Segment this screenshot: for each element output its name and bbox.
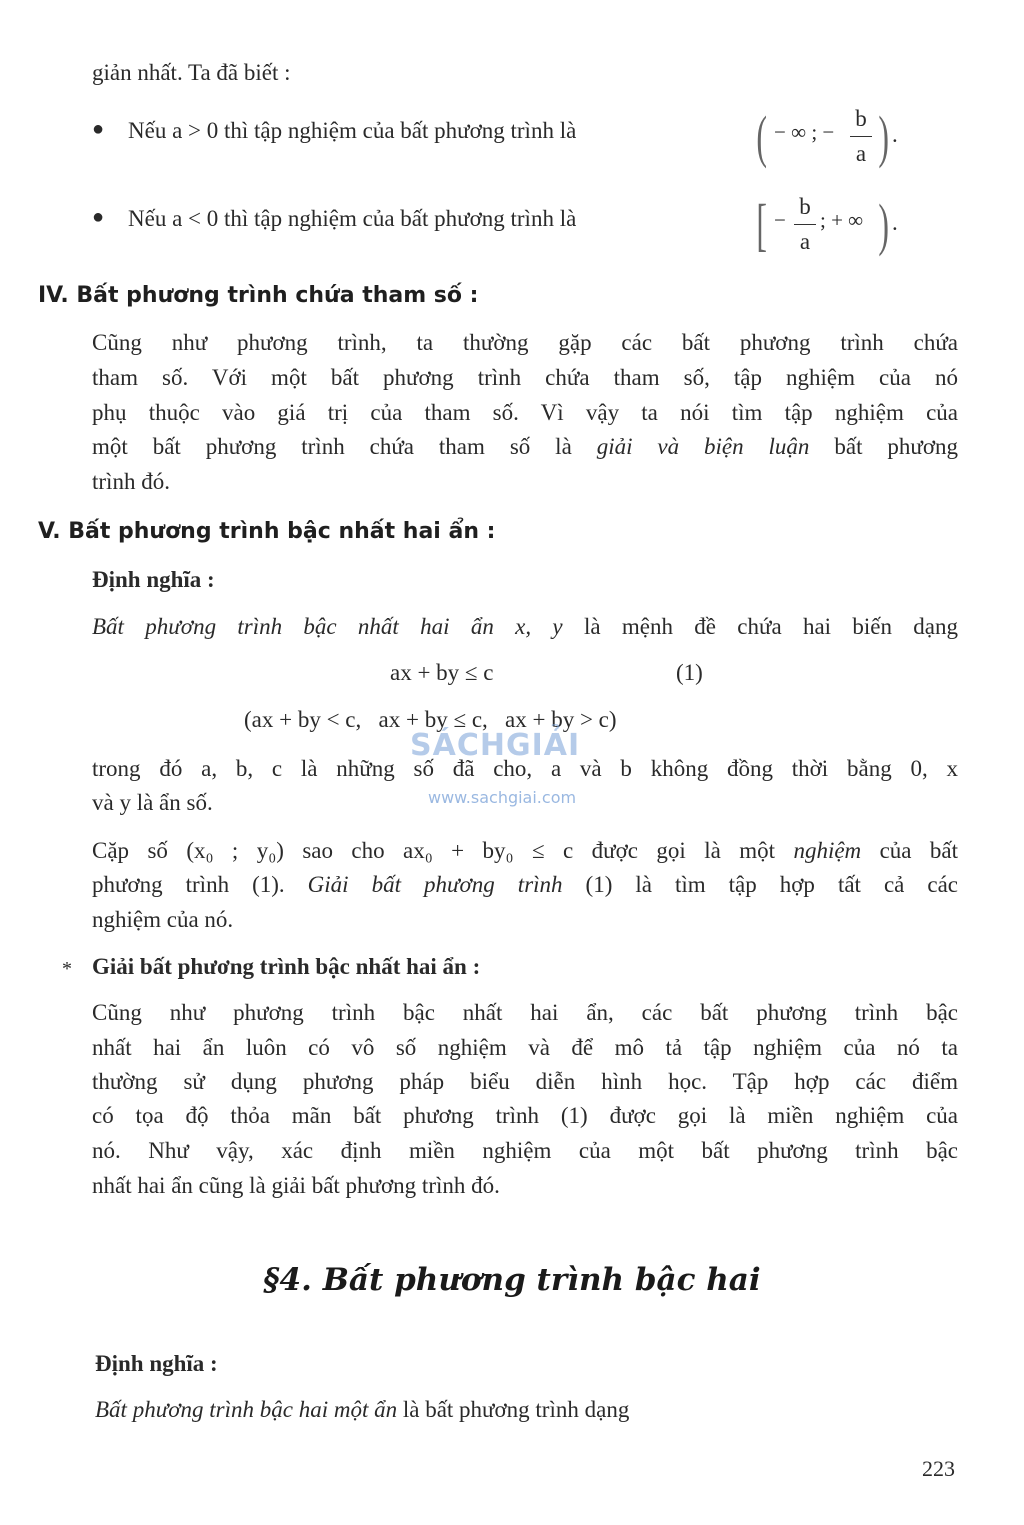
text-run: phương trình (1). — [92, 872, 285, 897]
left-paren-icon: [ — [756, 192, 767, 257]
fraction-bar — [850, 136, 872, 137]
definition-2-label: Định nghĩa : — [95, 1351, 218, 1376]
watermark-url: www.sachgiai.com — [428, 788, 577, 807]
star-bullet-icon: * — [62, 958, 72, 980]
solution-line-3: nghiệm của nó. — [92, 907, 234, 932]
bullet-text: Nếu a < 0 thì tập nghiệm của bất phương trình là — [128, 206, 577, 231]
where-line-1: trong đó a, b, c là những số đã cho, a và b không đồng thời bằng 0, x — [92, 756, 958, 781]
where-line-2: và y là ẩn số. — [92, 790, 213, 815]
fraction-numerator: b — [855, 106, 867, 131]
right-paren-icon: ) — [878, 104, 889, 169]
fraction-denominator: a — [855, 141, 867, 166]
section-iv-line-1: Cũng như phương trình, ta thường gặp các bất phương trình chứa — [92, 330, 958, 355]
bullet-icon: ● — [92, 118, 105, 140]
italic-term: Bất phương trình bậc hai một ẩn — [95, 1397, 398, 1422]
equation-number: (1) — [676, 660, 703, 685]
text-run: là bất phương trình dạng — [402, 1397, 630, 1422]
bullet-text: Nếu a > 0 thì tập nghiệm của bất phương trình là — [128, 118, 577, 143]
italic-term: nghiệm — [793, 838, 862, 863]
fraction-b-over-a — [794, 192, 816, 257]
definition-line — [92, 610, 958, 645]
text-run: là mệnh đề chứa hai biến dạng — [583, 614, 958, 639]
section-iv-line-4 — [92, 430, 958, 465]
italic-term: Bất phương trình bậc nhất hai ẩn x, y — [92, 614, 563, 639]
fraction-denominator: a — [799, 229, 811, 254]
left-paren-icon: ( — [756, 104, 767, 169]
interval-right: ; + ∞ — [820, 208, 864, 232]
section-iv-line-2: tham số. Với một bất phương trình chứa tham số, tập nghiệm của nó — [92, 365, 958, 390]
solution-line-1 — [92, 834, 958, 869]
text-run: một bất phương trình chứa tham số là — [92, 434, 572, 459]
text-run: bất phương — [834, 434, 959, 459]
italic-term: giải và biện luận — [596, 434, 810, 459]
bullet-end: . — [892, 210, 898, 235]
interval-left: − ∞ ; − — [774, 120, 835, 144]
section-4-title: §4. Bất phương trình bậc hai — [263, 1262, 761, 1298]
solve-line-6: nhất hai ẩn cũng là giải bất phương trình đó. — [92, 1173, 500, 1198]
interval-left: − — [774, 208, 786, 232]
solve-line-1: Cũng như phương trình bậc nhất hai ẩn, các bất phương trình bậc — [92, 1000, 958, 1025]
bullet-end: . — [892, 122, 898, 147]
bullet-icon: ● — [92, 206, 105, 228]
solution-line-2 — [92, 868, 958, 903]
solve-line-2: nhất hai ẩn luôn có vô số nghiệm và để mô tả tập nghiệm của nó ta — [92, 1035, 958, 1060]
text-run: (1) là tìm tập hợp tất cả các — [585, 872, 958, 897]
fraction-numerator: b — [799, 194, 811, 219]
bullet-item-a-positive — [92, 104, 922, 178]
section-iv-heading: IV. Bất phương trình chứa tham số : — [38, 283, 479, 308]
main-inequality: ax + by ≤ c — [390, 660, 494, 685]
fraction-b-over-a — [850, 104, 872, 169]
definition-2-line — [95, 1393, 629, 1428]
section-v-heading: V. Bất phương trình bậc nhất hai ẩn : — [38, 519, 496, 544]
solve-line-4: có tọa độ thỏa mãn bất phương trình (1) được gọi là miền nghiệm của — [92, 1103, 958, 1128]
bullet-item-a-negative — [92, 192, 922, 266]
right-paren-icon: ) — [878, 192, 889, 257]
page-number: 223 — [922, 1456, 955, 1481]
text-run: của bất — [879, 838, 959, 863]
solve-line-3: thường sử dụng phương pháp biểu diễn hình học. Tập hợp các điểm — [92, 1069, 958, 1094]
definition-label: Định nghĩa : — [92, 567, 215, 592]
fraction-bar — [794, 224, 816, 225]
text-run: Cặp số (x₀ ; y₀) sao cho ax₀ + by₀ ≤ c được gọi là một — [92, 838, 776, 863]
solve-line-5: nó. Như vậy, xác định miền nghiệm của một bất phương trình bậc — [92, 1138, 958, 1163]
section-iv-line-5: trình đó. — [92, 469, 170, 494]
watermark-logo: SÁCHGIẢI — [410, 728, 581, 763]
section-iv-line-3: phụ thuộc vào giá trị của tham số. Vì vậy ta nói tìm tập nghiệm của — [92, 400, 958, 425]
intro-line: giản nhất. Ta đã biết : — [92, 60, 291, 85]
inequality-variants: (ax + by < c, ax + by ≤ c, ax + by > c) — [244, 707, 617, 732]
solve-heading: Giải bất phương trình bậc nhất hai ẩn : — [92, 954, 481, 979]
italic-term: Giải bất phương trình — [307, 872, 563, 897]
